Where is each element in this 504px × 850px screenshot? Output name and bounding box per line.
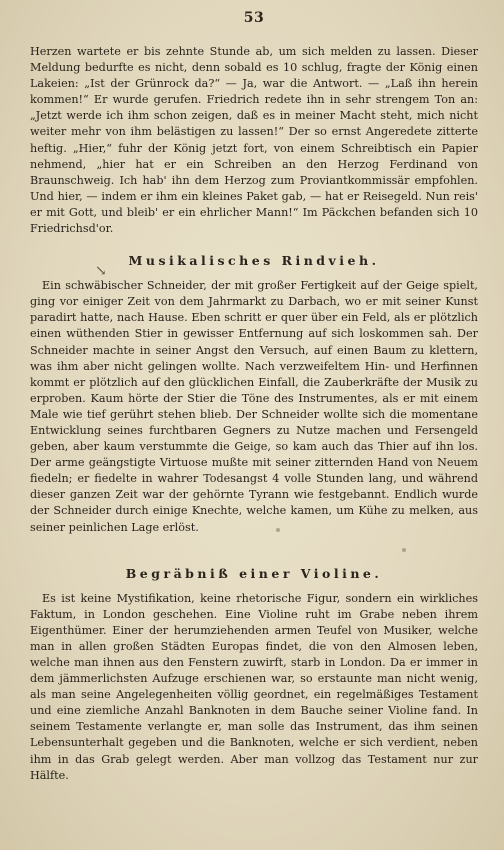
stain-mark bbox=[402, 548, 406, 552]
stain-mark bbox=[276, 528, 280, 532]
section-text-violine: Es ist keine Mystifikation, keine rhetorische Figur, sondern ein wirkliches Faktum, in London geschehen. Eine Violine ruht im Grabe neben ihrem Eigenthümer. Einer der herumziehenden armen Teufel von Musiker, welche man in allen großen Städten Europas findet, die von den Almosen leben, welche man ihnen aus den Fenstern zuwirft, starb in London. Da er immer in dem jämmerlichsten Aufzuge erschienen war, so erstaunte man nicht wenig, als man seine Angelegenheiten völlig geordnet, ein regelmäßiges Testament und eine ziemliche Anzahl Banknoten in dem Bauche seiner Violine fand. In seinem Testamente verlangte er, man solle das Instrument, das ihm seinen Lebensunterhalt gegeben und die Banknoten, welche er sich verdient, neben ihm in das Grab gelegt werden. Aber man vollzog das Testament nur zur Hälfte. bbox=[30, 591, 478, 782]
section-text-rindvieh: Ein schwäbischer Schneider, der mit großer Fertigkeit auf der Geige spielt, ging vor einiger Zeit von dem Jahrmarkt zu Darbach, wo er mit seiner Kunst paradirt hatte, nach Hause. Eben schritt er quer über ein Feld, als er plötzlich einen wüthenden Stier in gewisser Entfernung auf sich loskommen sah. Der Schneider machte in seiner Angst den Versuch, auf einen Baum zu klettern, was ihm aber nicht gelingen wollte. Nach verzweifeltem Hin- und Herfinnen kommt er plötzlich auf den glücklichen Einfall, die Zauberkräfte der Musik zu erproben. Kaum hörte der Stier die Töne des Instrumentes, als er mit einem Male wie tief gerührt stehen blieb. Der Schneider wollte sich die momentane Entwicklung seines furchtbaren Gegners zu Nutze machen und Fersengeld geben, aber kaum verstummte die Geige, so kam auch das Thier auf ihn los. Der arme geängstigte Virtuose mußte mit seiner zitternden Hand von Neuem fiedeln; er fiedelte in wahrer Todesangst 4 volle Stunden lang, und während dieser ganzen Zeit war der gehörnte Tyrann wie festgebannt. Endlich wurde der Schneider durch einige Knechte, welche kamen, um Kühe zu melken, aus seiner peinlichen Lage erlöst. bbox=[30, 279, 478, 534]
section-heading-violine: Begräbniß einer Violine. bbox=[125, 565, 383, 581]
ink-mark-icon: ↘ bbox=[95, 263, 107, 279]
paragraph-continuation: Herzen wartete er bis zehnte Stunde ab, um sich melden zu lassen. Dieser Meldung bedurfte es nicht, denn sobald es 10 schlug, fragte der König einen Lakeien: „Ist der Grünrock da?“ — Ja, war die Antwort. — „Laß ihn herein kommen!“ Er wurde gerufen. Friedrich redete ihn in sehr strengem Ton an: „Jetzt werde ich ihm schon zeigen, daß es in meiner Macht steht, mich nicht weiter mehr von ihm belästigen zu lassen!“ Der so ernst Angeredete zitterte heftig. „Hier,“ fuhr der König jetzt fort, von einem Schreibtisch ein Papier nehmend, „hier hat er ein Schreiben an den Herzog Ferdinand von Braunschweig. Ich hab' ihn dem Herzog zum Proviantkommissär empfohlen. Und hier, — indem er ihm ein kleines Paket gab, — hat er Reisegeld. Nun reis' er mit Gott, und bleib' er ein ehrlicher Mann!“ Im Päckchen befanden sich 10 Friedrichsd'or. bbox=[30, 45, 478, 236]
section-heading-rindvieh: Musikalisches Rindvieh. bbox=[128, 253, 380, 269]
page-number: 53 bbox=[243, 10, 265, 26]
